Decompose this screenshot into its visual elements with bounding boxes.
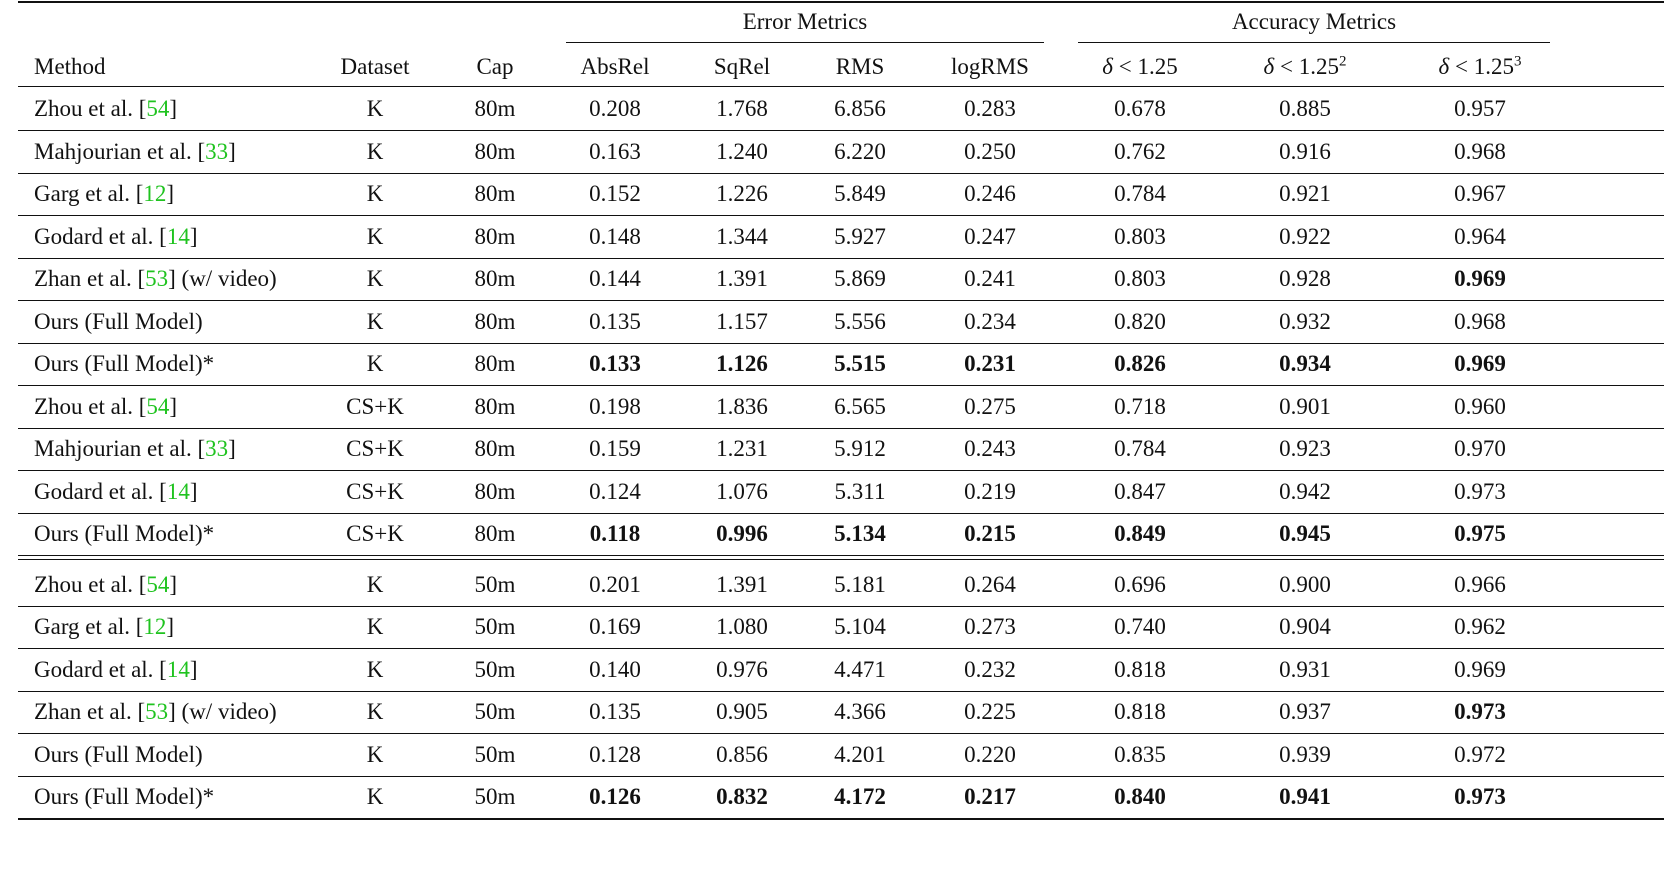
cell-dataset: K — [366, 266, 384, 291]
cell-absrel: 0.198 — [589, 393, 641, 419]
cell-sqrel: 0.996 — [716, 521, 768, 546]
cell-logrms: 0.220 — [964, 741, 1016, 767]
cell-delta1: 0.849 — [1114, 521, 1166, 546]
cell-delta3: 0.973 — [1454, 784, 1506, 809]
cell-delta3: 0.970 — [1454, 436, 1506, 461]
cell-delta1: 0.762 — [1114, 138, 1166, 164]
cell-delta3: 0.969 — [1454, 351, 1506, 376]
cell-logrms: 0.283 — [964, 96, 1016, 121]
table-row — [0, 691, 1665, 733]
cell-delta1: 0.826 — [1114, 351, 1166, 376]
table-row — [0, 301, 1665, 343]
method-name: Mahjourian et al. [ — [34, 138, 206, 164]
table-row — [0, 776, 1665, 818]
method-name: Godard et al. [ — [34, 478, 167, 504]
cell-rms: 5.515 — [834, 351, 886, 376]
cell-delta1: 0.835 — [1114, 741, 1166, 767]
accuracy-metrics-underline — [1078, 42, 1550, 43]
cell-method — [34, 301, 203, 343]
cell-sqrel: 1.076 — [716, 478, 768, 504]
cell-rms: 5.104 — [834, 614, 886, 639]
cell-dataset: K — [366, 784, 384, 809]
table-row — [0, 88, 1665, 130]
method-suffix: ] — [228, 138, 236, 164]
cell-method — [34, 258, 277, 300]
cell-delta1: 0.818 — [1114, 656, 1166, 682]
cell-method — [34, 131, 236, 173]
col-header-delta2 — [1220, 52, 1390, 82]
delta-symbol: δ — [1263, 54, 1275, 79]
citation-link[interactable]: 12 — [143, 181, 167, 206]
cell-delta3: 0.960 — [1454, 393, 1506, 419]
citation-link[interactable]: 54 — [146, 393, 170, 419]
cell-rms: 5.912 — [834, 436, 886, 461]
cell-rms: 4.172 — [834, 784, 886, 809]
cell-delta1: 0.840 — [1114, 784, 1166, 809]
cell-absrel: 0.208 — [589, 96, 641, 121]
cell-delta2: 0.900 — [1279, 571, 1331, 597]
cell-absrel: 0.140 — [589, 656, 641, 682]
cell-delta2: 0.932 — [1279, 308, 1331, 334]
cell-delta1: 0.847 — [1114, 478, 1166, 504]
cell-absrel: 0.135 — [589, 699, 641, 724]
table-row — [0, 734, 1665, 776]
cell-logrms: 0.250 — [964, 138, 1016, 164]
cell-delta2: 0.928 — [1279, 266, 1331, 291]
cell-sqrel: 0.905 — [716, 699, 768, 724]
cell-absrel: 0.148 — [589, 223, 641, 249]
method-name: Ours (Full Model)* — [34, 784, 215, 809]
cell-logrms: 0.225 — [964, 699, 1016, 724]
citation-link[interactable]: 33 — [205, 138, 229, 164]
table-row — [0, 131, 1665, 173]
method-name: Ours (Full Model) — [34, 741, 203, 767]
col-header-method: Method — [34, 54, 106, 79]
cell-delta2: 0.939 — [1279, 741, 1331, 767]
cell-absrel: 0.144 — [589, 266, 641, 291]
section-double-rule-bottom — [18, 559, 1664, 560]
cell-absrel: 0.152 — [589, 181, 641, 206]
cell-sqrel: 1.391 — [716, 266, 768, 291]
cell-delta2: 0.904 — [1279, 614, 1331, 639]
cell-method — [34, 513, 214, 555]
method-name: Ours (Full Model)* — [34, 351, 215, 376]
delta1-threshold: < 1.25 — [1118, 54, 1178, 79]
cell-sqrel: 1.240 — [716, 138, 768, 164]
cell-absrel: 0.128 — [589, 741, 641, 767]
cell-cap: 80m — [474, 393, 516, 419]
cell-dataset: K — [366, 181, 384, 206]
delta-symbol: δ — [1102, 54, 1113, 79]
cell-delta3: 0.968 — [1454, 138, 1506, 164]
cell-logrms: 0.215 — [964, 521, 1016, 546]
cell-logrms: 0.231 — [964, 351, 1016, 376]
method-suffix: ] — [189, 223, 198, 249]
cell-method — [34, 734, 203, 776]
citation-link[interactable]: 33 — [205, 436, 229, 461]
cell-dataset: CS+K — [346, 478, 404, 504]
error-metrics-header: Error Metrics — [742, 9, 868, 34]
cell-delta2: 0.937 — [1279, 699, 1331, 724]
cell-dataset: K — [366, 614, 384, 639]
cell-dataset: K — [366, 138, 384, 164]
cell-delta1: 0.820 — [1114, 308, 1166, 334]
cell-dataset: K — [366, 351, 384, 376]
cell-delta1: 0.678 — [1114, 96, 1166, 121]
table-row — [0, 513, 1665, 555]
bottom-rule — [18, 818, 1664, 820]
table-row — [0, 258, 1665, 300]
cell-cap: 80m — [474, 223, 516, 249]
cell-method — [34, 88, 177, 130]
cell-sqrel: 1.344 — [716, 223, 768, 249]
cell-rms: 5.869 — [834, 266, 886, 291]
row-divider — [18, 733, 1664, 734]
cell-dataset: K — [366, 308, 384, 334]
method-name: Mahjourian et al. [ — [34, 436, 206, 461]
cell-sqrel: 1.231 — [716, 436, 768, 461]
cell-cap: 80m — [474, 138, 516, 164]
cell-sqrel: 1.126 — [716, 351, 768, 376]
method-name: Zhou et al. [ — [34, 393, 147, 419]
col-header-sqrel: SqRel — [713, 54, 771, 79]
cell-delta3: 0.964 — [1454, 223, 1506, 249]
row-divider — [18, 691, 1664, 692]
cell-delta1: 0.803 — [1114, 223, 1166, 249]
method-name: Zhou et al. [ — [34, 571, 147, 597]
cell-method — [34, 649, 198, 691]
cell-delta2: 0.934 — [1279, 351, 1331, 376]
cell-rms: 4.366 — [834, 699, 886, 724]
table-row — [0, 386, 1665, 428]
cell-delta3: 0.972 — [1454, 741, 1506, 767]
cell-sqrel: 0.856 — [716, 741, 768, 767]
table-row — [0, 471, 1665, 513]
cell-absrel: 0.201 — [589, 571, 641, 597]
cell-rms: 5.927 — [834, 223, 886, 249]
method-suffix: ] — [169, 571, 178, 597]
table-row — [0, 216, 1665, 258]
cell-delta3: 0.966 — [1454, 571, 1506, 597]
cell-cap: 80m — [474, 266, 516, 291]
method-name: Zhan et al. [ — [34, 266, 146, 291]
cell-delta3: 0.973 — [1454, 699, 1506, 724]
delta3-threshold: < 1.25 — [1454, 54, 1514, 79]
delta2-exponent: 2 — [1338, 53, 1347, 70]
cell-absrel: 0.169 — [589, 614, 641, 639]
cell-sqrel: 1.080 — [716, 614, 768, 639]
cell-delta2: 0.942 — [1279, 478, 1331, 504]
method-suffix: ] — [166, 614, 175, 639]
row-divider — [18, 343, 1664, 344]
row-divider — [18, 428, 1664, 429]
cell-logrms: 0.273 — [964, 614, 1016, 639]
method-suffix: ] (w/ video) — [168, 699, 277, 724]
cell-dataset: CS+K — [346, 436, 404, 461]
cell-absrel: 0.133 — [589, 351, 641, 376]
cell-delta2: 0.923 — [1279, 436, 1331, 461]
cell-dataset: CS+K — [346, 521, 404, 546]
col-header-logrms: logRMS — [951, 54, 1029, 79]
cell-dataset: K — [366, 656, 384, 682]
row-divider — [18, 470, 1664, 471]
cell-delta1: 0.818 — [1114, 699, 1166, 724]
citation-link[interactable]: 12 — [143, 614, 167, 639]
cell-delta3: 0.975 — [1454, 521, 1506, 546]
method-name: Zhou et al. [ — [34, 96, 147, 121]
citation-link[interactable]: 54 — [146, 96, 170, 121]
cell-delta2: 0.922 — [1279, 223, 1331, 249]
cell-method — [34, 428, 236, 470]
row-divider — [18, 513, 1664, 514]
row-divider — [18, 300, 1664, 301]
cell-rms: 6.565 — [834, 393, 886, 419]
cell-absrel: 0.126 — [589, 784, 641, 809]
cell-delta3: 0.969 — [1454, 266, 1506, 291]
cell-dataset: K — [366, 741, 384, 767]
cell-cap: 80m — [474, 436, 516, 461]
method-name: Ours (Full Model) — [34, 308, 203, 334]
header-rule — [18, 86, 1664, 87]
cell-delta1: 0.696 — [1114, 571, 1166, 597]
citation-link[interactable]: 54 — [146, 571, 170, 597]
cell-method — [34, 776, 214, 818]
cell-delta1: 0.718 — [1114, 393, 1166, 419]
citation-link[interactable]: 14 — [166, 223, 190, 249]
row-divider — [18, 648, 1664, 649]
method-name: Zhan et al. [ — [34, 699, 146, 724]
cell-absrel: 0.124 — [589, 478, 641, 504]
cell-logrms: 0.243 — [964, 436, 1016, 461]
cell-method — [34, 173, 174, 215]
cell-rms: 4.471 — [834, 656, 886, 682]
cell-rms: 5.181 — [834, 571, 886, 597]
cell-method — [34, 606, 174, 648]
row-divider — [18, 215, 1664, 216]
method-suffix: ] (w/ video) — [168, 266, 277, 291]
cell-rms: 6.220 — [834, 138, 886, 164]
cell-cap: 50m — [474, 699, 516, 724]
table-row — [0, 173, 1665, 215]
method-suffix: ] — [166, 181, 175, 206]
cell-logrms: 0.241 — [964, 266, 1016, 291]
cell-rms: 6.856 — [834, 96, 886, 121]
cell-delta2: 0.901 — [1279, 393, 1331, 419]
cell-delta2: 0.921 — [1279, 181, 1331, 206]
cell-rms: 5.849 — [834, 181, 886, 206]
cell-dataset: K — [366, 571, 384, 597]
cell-cap: 80m — [474, 478, 516, 504]
citation-link[interactable]: 14 — [166, 478, 190, 504]
section-double-rule-top — [18, 555, 1664, 556]
col-header-cap: Cap — [476, 54, 514, 79]
cell-cap: 80m — [474, 181, 516, 206]
cell-delta2: 0.885 — [1279, 96, 1331, 121]
cell-delta2: 0.916 — [1279, 138, 1331, 164]
cell-logrms: 0.234 — [964, 308, 1016, 334]
cell-delta1: 0.784 — [1114, 181, 1166, 206]
cell-delta1: 0.803 — [1114, 266, 1166, 291]
cell-rms: 5.134 — [834, 521, 886, 546]
cell-method — [34, 386, 177, 428]
cell-delta3: 0.967 — [1454, 181, 1506, 206]
cell-method — [34, 564, 177, 606]
method-suffix: ] — [189, 478, 198, 504]
row-divider — [18, 258, 1664, 259]
cell-dataset: CS+K — [346, 393, 404, 419]
cell-sqrel: 1.391 — [716, 571, 768, 597]
cell-logrms: 0.247 — [964, 223, 1016, 249]
citation-link[interactable]: 53 — [145, 699, 169, 724]
col-header-delta3 — [1395, 52, 1565, 82]
cell-cap: 80m — [474, 521, 516, 546]
method-name: Godard et al. [ — [34, 223, 167, 249]
row-divider — [18, 130, 1664, 131]
row-divider — [18, 776, 1664, 777]
cell-method — [34, 471, 198, 513]
citation-link[interactable]: 14 — [166, 656, 190, 682]
cell-method — [34, 216, 198, 258]
cell-delta1: 0.784 — [1114, 436, 1166, 461]
cell-cap: 50m — [474, 571, 516, 597]
cell-delta3: 0.962 — [1454, 614, 1506, 639]
cell-sqrel: 1.157 — [716, 308, 768, 334]
table-row — [0, 606, 1665, 648]
row-divider — [18, 173, 1664, 174]
cell-method — [34, 343, 214, 385]
cell-delta3: 0.973 — [1454, 478, 1506, 504]
citation-link[interactable]: 53 — [145, 266, 169, 291]
cell-logrms: 0.275 — [964, 393, 1016, 419]
cell-delta1: 0.740 — [1114, 614, 1166, 639]
cell-sqrel: 0.832 — [716, 784, 768, 809]
cell-delta2: 0.941 — [1279, 784, 1331, 809]
cell-cap: 80m — [474, 351, 516, 376]
method-name: Godard et al. [ — [34, 656, 167, 682]
cell-rms: 5.556 — [834, 308, 886, 334]
cell-logrms: 0.219 — [964, 478, 1016, 504]
row-divider — [18, 385, 1664, 386]
error-metrics-underline — [566, 42, 1044, 43]
cell-cap: 50m — [474, 614, 516, 639]
cell-method — [34, 691, 277, 733]
cell-dataset: K — [366, 223, 384, 249]
cell-delta2: 0.931 — [1279, 656, 1331, 682]
cell-rms: 5.311 — [834, 478, 886, 504]
col-header-delta1 — [1060, 52, 1220, 82]
col-header-absrel: AbsRel — [580, 54, 650, 79]
row-divider — [18, 606, 1664, 607]
method-name: Garg et al. [ — [34, 614, 144, 639]
cell-logrms: 0.264 — [964, 571, 1016, 597]
cell-absrel: 0.163 — [589, 138, 641, 164]
cell-logrms: 0.217 — [964, 784, 1016, 809]
method-suffix: ] — [228, 436, 236, 461]
method-name: Ours (Full Model)* — [34, 521, 215, 546]
col-header-dataset: Dataset — [340, 54, 410, 79]
cell-rms: 4.201 — [834, 741, 886, 767]
table-row — [0, 564, 1665, 606]
cell-cap: 80m — [474, 308, 516, 334]
cell-cap: 50m — [474, 656, 516, 682]
cell-delta3: 0.968 — [1454, 308, 1506, 334]
table-row — [0, 428, 1665, 470]
cell-cap: 50m — [474, 784, 516, 809]
delta3-exponent: 3 — [1513, 53, 1522, 70]
method-suffix: ] — [169, 393, 178, 419]
col-header-rms: RMS — [835, 54, 885, 79]
cell-sqrel: 1.768 — [716, 96, 768, 121]
cell-sqrel: 1.836 — [716, 393, 768, 419]
cell-absrel: 0.118 — [589, 521, 641, 546]
cell-dataset: K — [366, 699, 384, 724]
cell-sqrel: 0.976 — [716, 656, 768, 682]
delta-symbol: δ — [1438, 54, 1450, 79]
cell-absrel: 0.159 — [589, 436, 641, 461]
cell-dataset: K — [366, 96, 384, 121]
cell-delta3: 0.969 — [1454, 656, 1506, 682]
table-row — [0, 343, 1665, 385]
cell-delta3: 0.957 — [1454, 96, 1506, 121]
cell-delta2: 0.945 — [1279, 521, 1331, 546]
delta2-threshold: < 1.25 — [1279, 54, 1339, 79]
top-rule — [18, 1, 1664, 3]
cell-logrms: 0.232 — [964, 656, 1016, 682]
cell-absrel: 0.135 — [589, 308, 641, 334]
method-suffix: ] — [169, 96, 178, 121]
cell-cap: 80m — [474, 96, 516, 121]
cell-cap: 50m — [474, 741, 516, 767]
method-suffix: ] — [189, 656, 198, 682]
table-row — [0, 649, 1665, 691]
cell-logrms: 0.246 — [964, 181, 1016, 206]
accuracy-metrics-header: Accuracy Metrics — [1231, 9, 1397, 34]
method-name: Garg et al. [ — [34, 181, 144, 206]
cell-sqrel: 1.226 — [716, 181, 768, 206]
